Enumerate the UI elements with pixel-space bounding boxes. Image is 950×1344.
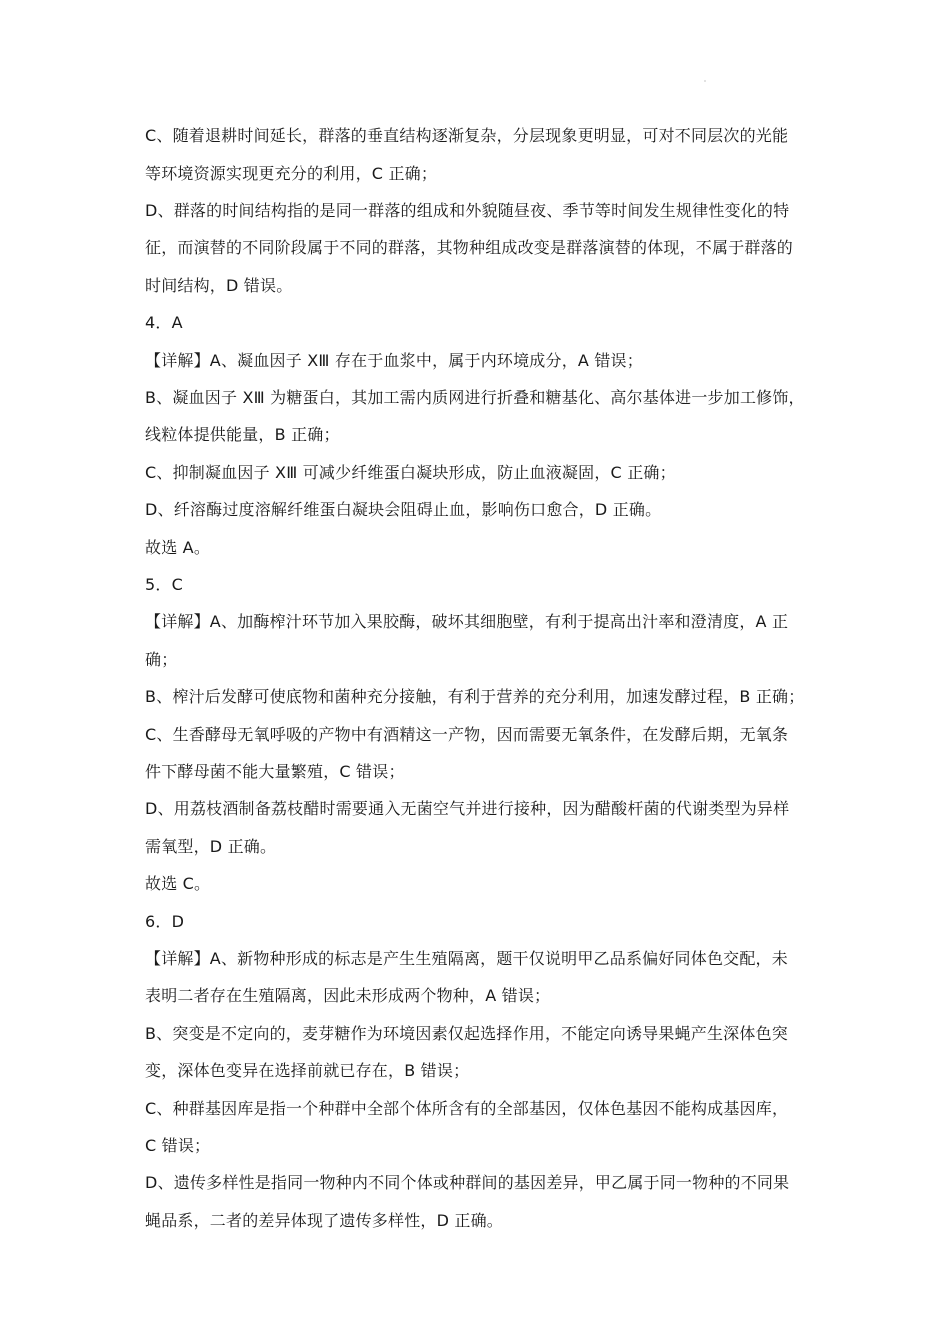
text-line: B、榨汁后发酵可使底物和菌种充分接触，有利于营养的充分利用，加速发酵过程，B 正确；	[145, 687, 805, 706]
text-line: 【详解】A、凝血因子 XⅢ 存在于血浆中，属于内环境成分，A 错误；	[145, 351, 643, 370]
text-line: C、抑制凝血因子 XⅢ 可减少纤维蛋白凝块形成，防止血液凝固，C 正确；	[145, 463, 676, 482]
text-line: 时间结构，D 错误。	[145, 276, 293, 295]
text-line: C、生香酵母无氧呼吸的产物中有酒精这一产物，因而需要无氧条件，在发酵后期，无氧条	[145, 725, 789, 744]
question-number: 5．C	[145, 575, 183, 594]
question-number: 6．D	[145, 912, 185, 931]
text-line: B、突变是不定向的，麦芽糖作为环境因素仅起选择作用，不能定向诱导果蝇产生深体色突	[145, 1024, 788, 1043]
text-line: 表明二者存在生殖隔离，因此未形成两个物种，A 错误；	[145, 986, 551, 1005]
text-line: 【详解】A、加酶榨汁环节加入果胶酶，破坏其细胞壁，有利于提高出汁率和澄清度，A 正	[145, 612, 789, 631]
text-line: D、遗传多样性是指同一物种内不同个体或种群间的基因差异，甲乙属于同一物种的不同果	[145, 1173, 790, 1192]
text-line: D、纤溶酶过度溶解纤维蛋白凝块会阻碍止血，影响伤口愈合，D 正确。	[145, 500, 662, 519]
page-mark	[704, 80, 706, 82]
text-line: C、种群基因库是指一个种群中全部个体所含有的全部基因，仅体色基因不能构成基因库，	[145, 1099, 789, 1118]
question-number: 4．A	[145, 313, 183, 332]
text-line: B、凝血因子 XⅢ 为糖蛋白，其加工需内质网进行折叠和糖基化、高尔基体进一步加工修饰，	[145, 388, 805, 407]
text-line: C 错误；	[145, 1136, 211, 1155]
text-line: 确；	[145, 650, 178, 669]
text-line: 【详解】A、新物种形成的标志是产生生殖隔离，题干仅说明甲乙品系偏好同体色交配，未	[145, 949, 788, 968]
text-line: D、群落的时间结构指的是同一群落的组成和外貌随昼夜、季节等时间发生规律性变化的特	[145, 201, 790, 220]
text-line: 征，而演替的不同阶段属于不同的群落，其物种组成改变是群落演替的体现，不属于群落的	[145, 238, 794, 257]
text-line: 需氧型，D 正确。	[145, 837, 277, 856]
text-line: C、随着退耕时间延长，群落的垂直结构逐渐复杂，分层现象更明显，可对不同层次的光能	[145, 126, 789, 145]
text-line: 故选 C。	[145, 874, 211, 893]
text-line: 件下酵母菌不能大量繁殖，C 错误；	[145, 762, 405, 781]
text-line: 故选 A。	[145, 538, 211, 557]
text-line: 蝇品系，二者的差异体现了遗传多样性，D 正确。	[145, 1211, 504, 1230]
text-line: 等环境资源实现更充分的利用，C 正确；	[145, 164, 438, 183]
text-line: 线粒体提供能量，B 正确；	[145, 425, 340, 444]
text-line: 变，深体色变异在选择前就已存在，B 错误；	[145, 1061, 470, 1080]
text-line: D、用荔枝酒制备荔枝醋时需要通入无菌空气并进行接种，因为醋酸杆菌的代谢类型为异样	[145, 799, 790, 818]
